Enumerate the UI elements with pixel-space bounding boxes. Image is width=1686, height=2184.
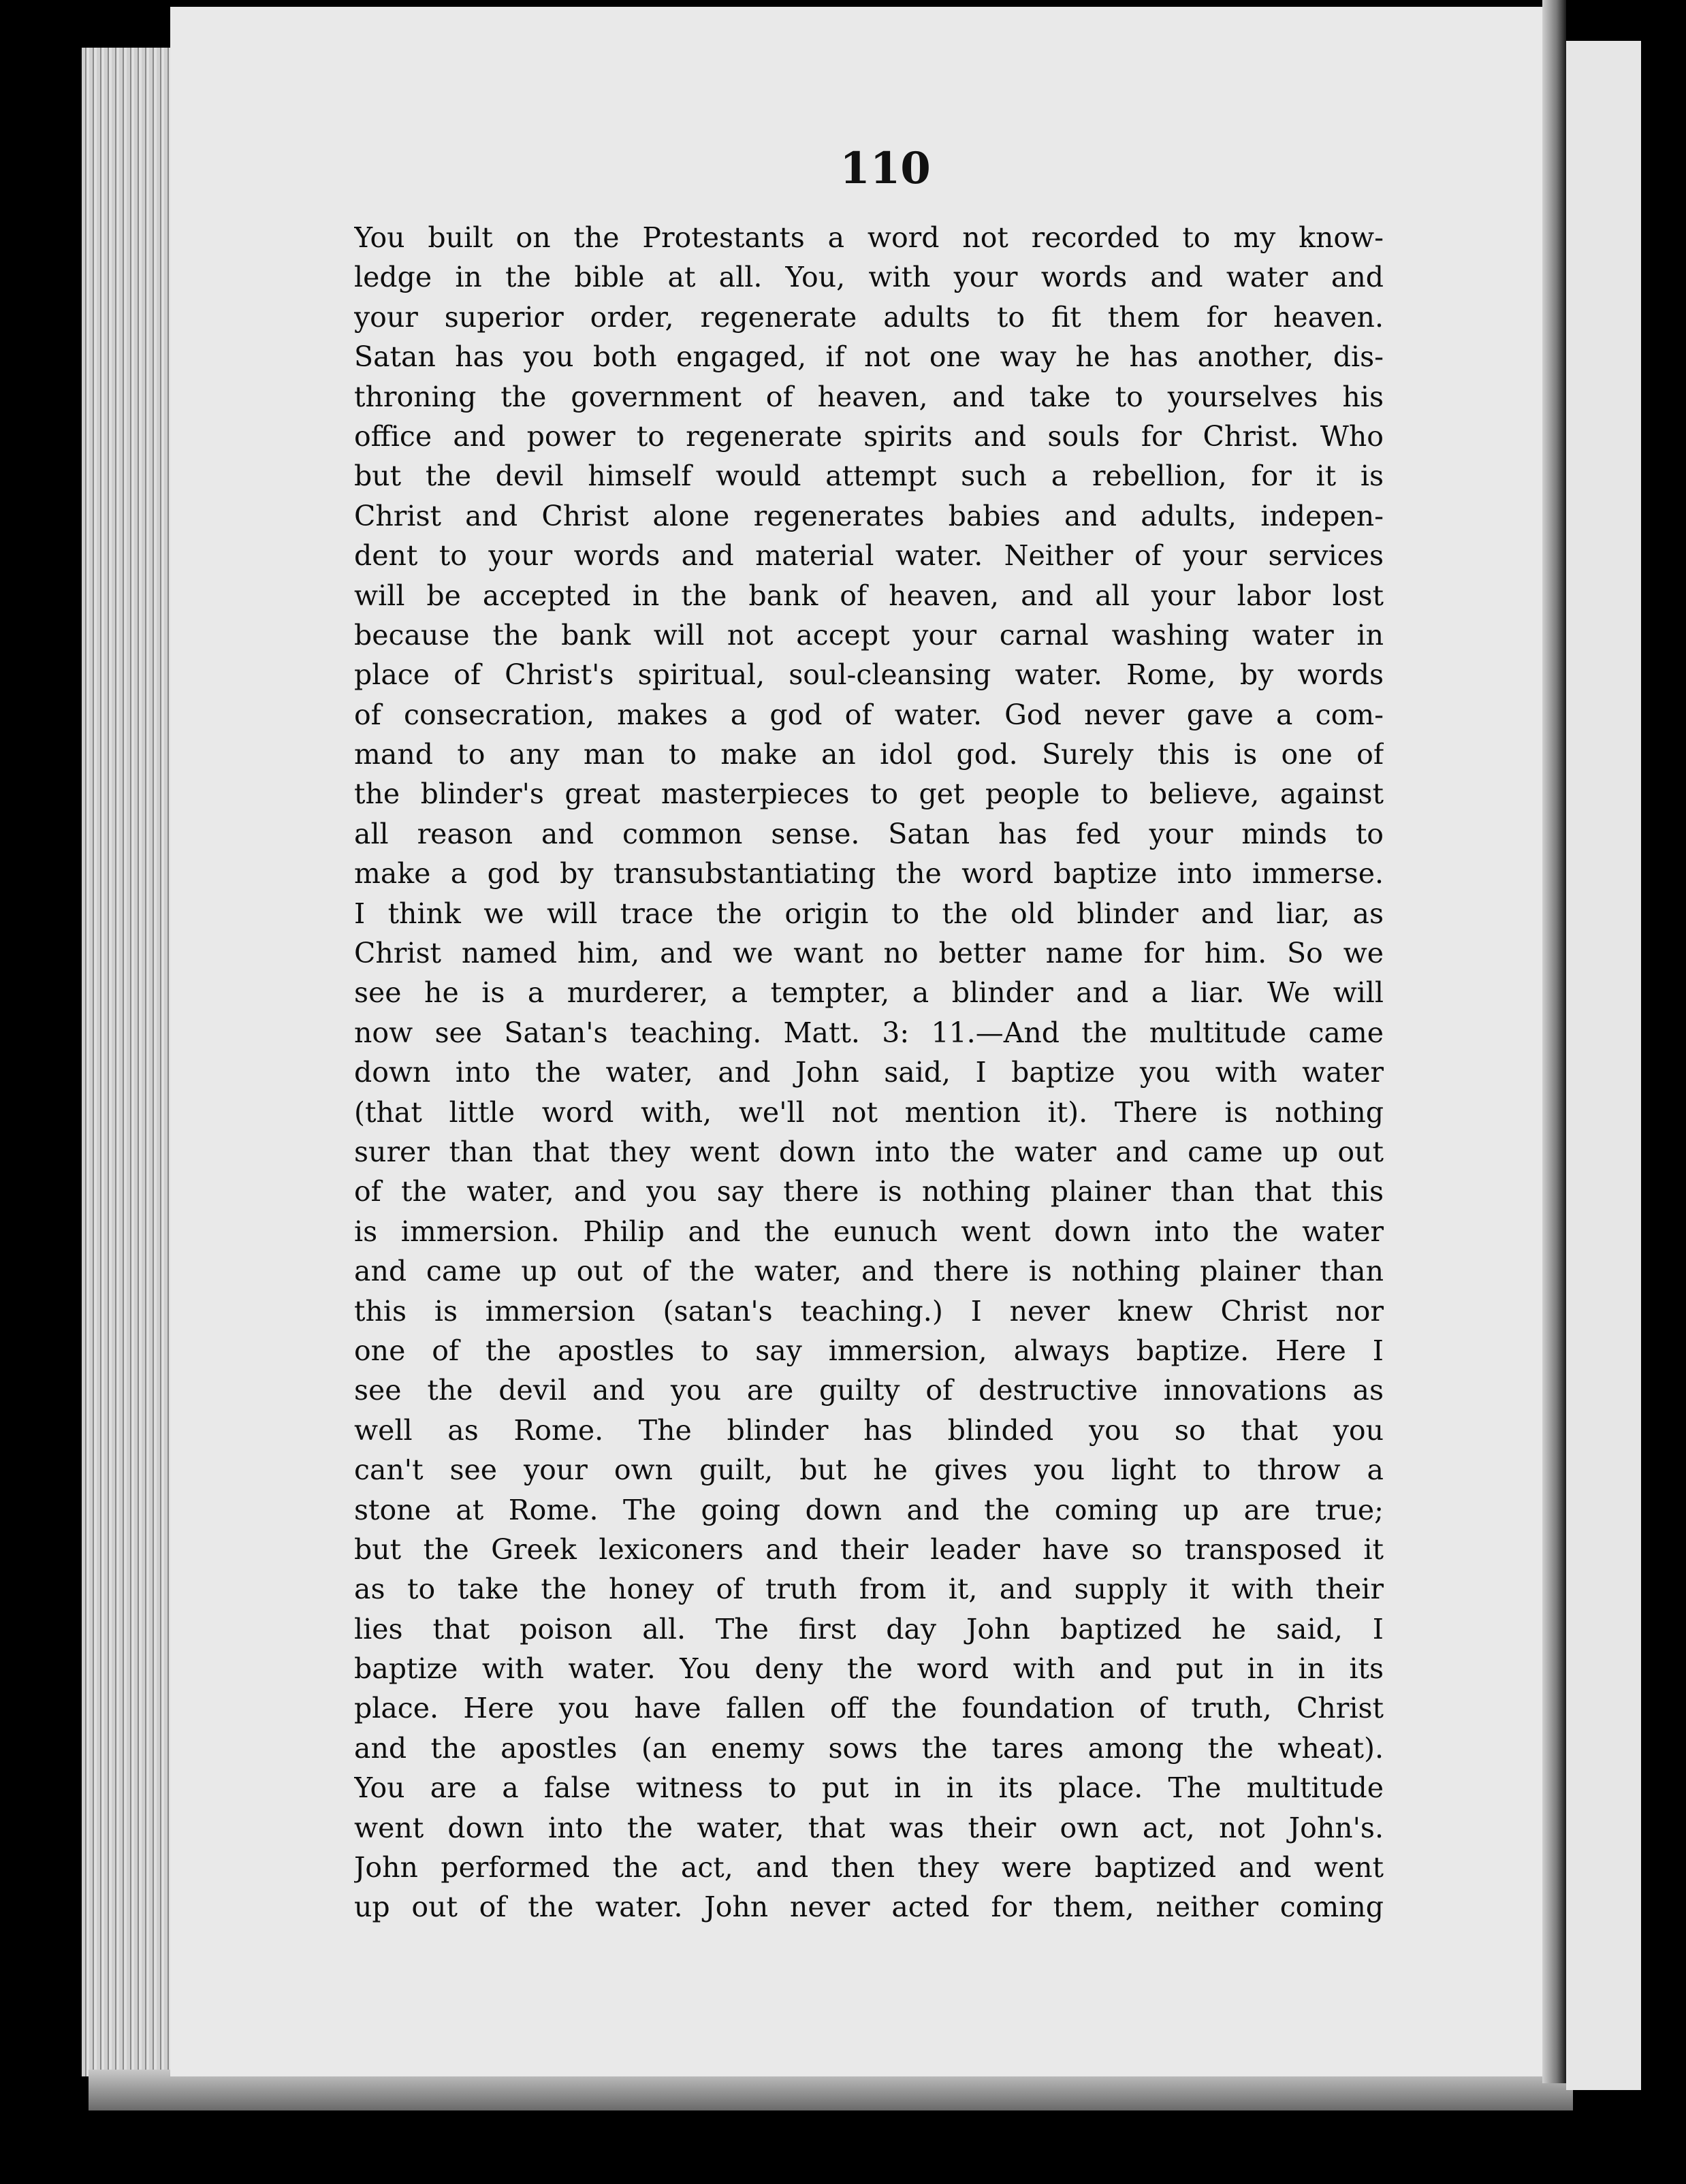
- text-line: ledge in the bible at all. You, with your words and water and: [354, 261, 1384, 294]
- text-line: place of Christ's spiritual, soul-cleansing water. Rome, by words: [354, 658, 1384, 692]
- book-page-edges: [82, 48, 184, 2076]
- text-line: as to take the honey of truth from it, and supply it with their: [354, 1573, 1384, 1606]
- text-line: but the Greek lexiconers and their leader have so transposed it: [354, 1532, 1384, 1566]
- text-line: of consecration, makes a god of water. God never gave a com-: [354, 698, 1384, 731]
- text-line: but the devil himself would attempt such a rebellion, for it is: [354, 460, 1384, 493]
- text-line: dent to your words and material water. Neither of your services: [354, 539, 1384, 573]
- text-line: can't see your own guilt, but he gives you light to throw a: [354, 1454, 1384, 1487]
- facing-page-edge: [1566, 41, 1641, 2090]
- text-line: I think we will trace the origin to the old blinder and liar, as: [354, 897, 1384, 930]
- text-line: see the devil and you are guilty of destructive innovations as: [354, 1374, 1384, 1407]
- text-line: lies that poison all. The first day John baptized he said, I: [354, 1612, 1384, 1645]
- text-line: and came up out of the water, and there is nothing plainer than: [354, 1255, 1384, 1288]
- text-line: now see Satan's teaching. Matt. 3: 11.—And the multitude came: [354, 1016, 1384, 1049]
- text-line: and the apostles (an enemy sows the tares among the wheat).: [354, 1731, 1384, 1765]
- text-line: (that little word with, we'll not mention it). There is nothing: [354, 1095, 1384, 1129]
- page-number: 110: [840, 143, 931, 194]
- text-line: because the bank will not accept your carnal washing water in: [354, 618, 1384, 652]
- text-line: You built on the Protestants a word not recorded to my know-: [354, 221, 1384, 254]
- text-line: is immersion. Philip and the eunuch went down into the water: [354, 1215, 1384, 1248]
- text-line: down into the water, and John said, I baptize you with water: [354, 1056, 1384, 1089]
- text-line: will be accepted in the bank of heaven, and all your labor lost: [354, 579, 1384, 612]
- text-line: well as Rome. The blinder has blinded you so that you: [354, 1413, 1384, 1447]
- text-line: throning the government of heaven, and take to yourselves his: [354, 380, 1384, 413]
- text-line: baptize with water. You deny the word with and put in in its: [354, 1652, 1384, 1686]
- text-line: surer than that they went down into the water and came up out: [354, 1135, 1384, 1168]
- text-line: Christ and Christ alone regenerates babies and adults, indepen-: [354, 499, 1384, 532]
- text-line: of the water, and you say there is nothing plainer than that this: [354, 1175, 1384, 1208]
- body-text: [354, 218, 1384, 1927]
- text-line: office and power to regenerate spirits and souls for Christ. Who: [354, 419, 1384, 453]
- text-line: John performed the act, and then they were baptized and went: [354, 1851, 1384, 1884]
- text-line: Christ named him, and we want no better name for him. So we: [354, 937, 1384, 970]
- text-line: place. Here you have fallen off the foundation of truth, Christ: [354, 1692, 1384, 1725]
- text-line: make a god by transubstantiating the word baptize into immerse.: [354, 857, 1384, 890]
- text-line: all reason and common sense. Satan has fed your minds to: [354, 817, 1384, 850]
- text-line: this is immersion (satan's teaching.) I never knew Christ nor: [354, 1294, 1384, 1328]
- text-line: see he is a murderer, a tempter, a blinder and a liar. We will: [354, 976, 1384, 1010]
- book-gutter: [1542, 0, 1566, 2083]
- text-line: up out of the water. John never acted for them, neither coming: [354, 1891, 1384, 1924]
- text-line: went down into the water, that was their own act, not John's.: [354, 1811, 1384, 1844]
- text-line: one of the apostles to say immersion, always baptize. Here I: [354, 1334, 1384, 1367]
- text-line: the blinder's great masterpieces to get people to believe, against: [354, 777, 1384, 811]
- text-line: mand to any man to make an idol god. Surely this is one of: [354, 738, 1384, 771]
- text-line: stone at Rome. The going down and the coming up are true;: [354, 1493, 1384, 1526]
- text-line: Satan has you both engaged, if not one way he has another, dis-: [354, 340, 1384, 374]
- text-line: your superior order, regenerate adults to fit them for heaven.: [354, 300, 1384, 334]
- text-line: You are a false witness to put in in its place. The multitude: [354, 1771, 1384, 1805]
